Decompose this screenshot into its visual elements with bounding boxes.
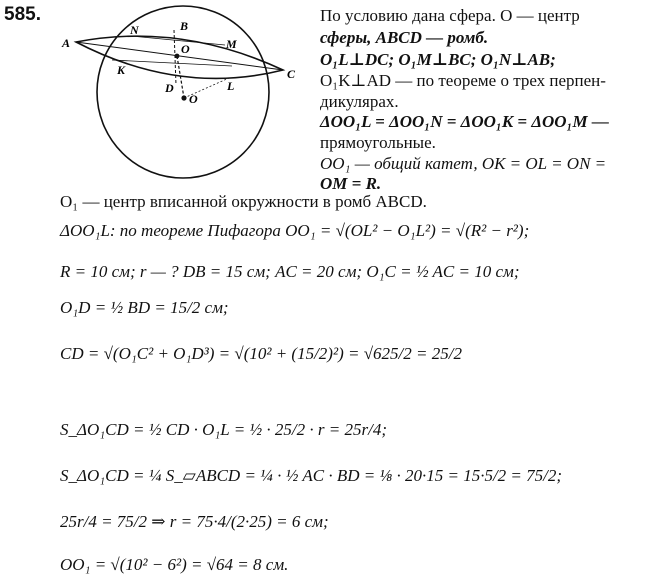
text-line-3: O₁L⊥DC; O₁M⊥BC; O₁N⊥AB; xyxy=(320,50,556,69)
text-line-4: O₁K⊥AD — по теореме о трех перпен- xyxy=(320,71,606,90)
label-n: N xyxy=(130,23,139,37)
line-incenter: O₁ — центр вписанной окружности в ромб ABCD. xyxy=(60,192,427,211)
text-line-7: прямоугольные. xyxy=(320,133,436,152)
label-k: K xyxy=(117,63,126,77)
line-area-1: S_ΔO₁CD = ½ CD · O₁L = ½ · 25/2 · r = 25r/4; xyxy=(60,420,387,439)
label-c: C xyxy=(287,67,296,81)
line-equation: 25r/4 = 75/2 ⇒ r = 75·4/(2·25) = 6 см; xyxy=(60,512,329,531)
point-o1 xyxy=(175,54,180,59)
label-d: D xyxy=(165,81,174,95)
label-l: L xyxy=(227,79,235,93)
sphere-rhombus-figure xyxy=(0,0,310,185)
problem-number: 585. xyxy=(4,4,41,25)
point-o xyxy=(181,95,186,100)
label-b: B xyxy=(180,19,189,33)
label-m: M xyxy=(226,37,237,51)
text-line-5: дикулярах. xyxy=(320,92,399,111)
line-cd: CD = √(O₁C² + O₁D³) = √(10² + (15/2)²) = √625/2 = 25/2 xyxy=(60,344,462,363)
line-o1d: O₁D = ½ BD = 15/2 см; xyxy=(60,298,229,317)
line-given-values: R = 10 см; r — ? DB = 15 см; AC = 20 см; O₁C = ½ AC = 10 см; xyxy=(60,262,520,281)
text-line-6: ΔOO₁L = ΔOO₁N = ΔOO₁K = ΔOO₁M — xyxy=(320,112,609,131)
line-pythagoras: ΔOO₁L: по теореме Пифагора OO₁ = √(OL² − O₁L²) = √(R² − r²); xyxy=(60,221,530,240)
label-a: A xyxy=(62,36,71,50)
text-line-8: OO₁ — общий катет, OK = OL = ON = xyxy=(320,154,607,173)
text-line-1: По условию дана сфера. O — центр xyxy=(320,6,580,25)
line-answer: OO₁ = √(10² − 6²) = √64 = 8 см. xyxy=(60,555,289,574)
text-line-2: сферы, ABCD — ромб. xyxy=(320,28,489,47)
line-area-2: S_ΔO₁CD = ¼ S_▱ABCD = ¼ · ½ AC · BD = ⅛ · 20·15 = 15·5/2 = 75/2; xyxy=(60,466,563,485)
label-o: O xyxy=(189,92,198,106)
text-line-9: OM = R. xyxy=(320,174,382,193)
chord-nm xyxy=(131,36,225,45)
label-o1: O xyxy=(181,42,190,56)
